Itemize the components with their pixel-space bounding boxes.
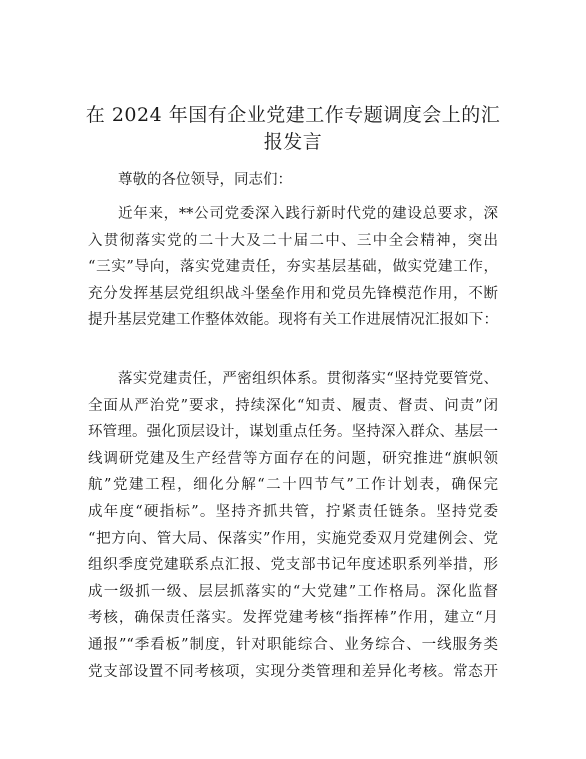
- paragraph-intro: [88, 201, 498, 334]
- paragraph-line: 全面从严治党”要求，持续深化“知责、履责、督责、问责”闭: [88, 397, 498, 414]
- paragraph-line: 党支部设置不同考核项，实现分类管理和差异化考核。常态开: [88, 663, 498, 680]
- paragraph-line: 通报”“季看板”制度，针对职能综合、业务综合、一线服务类: [88, 636, 498, 653]
- paragraph-line: 提升基层党建工作整体效能。现将有关工作进展情况汇报如下：: [88, 312, 498, 329]
- paragraph-responsibility: [88, 366, 498, 685]
- paragraph-line: 成年度“硬指标”。坚持齐抓共管，拧紧责任链条。坚持党委: [88, 503, 498, 520]
- paragraph-line: 考核，确保责任落实。发挥党建考核“指挥棒”作用，建立“月: [88, 610, 498, 627]
- paragraph-line: 组织季度党建联系点汇报、党支部书记年度述职系列举措，形: [88, 557, 498, 574]
- paragraph-line: 充分发挥基层党组织战斗堡垒作用和党员先锋模范作用，不断: [88, 285, 498, 302]
- paragraph-line: 线调研党建及生产经营等方面存在的问题，研究推进“旗帜领: [88, 450, 498, 467]
- paragraph-line: “三实”导向，落实党建责任，夯实基层基础，做实党建工作，: [88, 259, 498, 276]
- salutation: 尊敬的各位领导，同志们：: [118, 172, 292, 188]
- paragraph-line: 航”党建工程，细化分解“二十四节气”工作计划表，确保完: [88, 477, 498, 494]
- paragraph-line: “把方向、管大局、保落实”作用，实施党委双月党建例会、党: [88, 530, 498, 547]
- paragraph-line: 落实党建责任，严密组织体系。贯彻落实“坚持党要管党、: [118, 371, 498, 387]
- paragraph-line: 成一级抓一级、层层抓落实的“大党建”工作格局。深化监督: [88, 583, 498, 600]
- paragraph-line: 环管理。强化顶层设计，谋划重点任务。坚持深入群众、基层一: [88, 424, 498, 441]
- paragraph-line: 入贯彻落实党的二十大及二十届二中、三中全会精神，突出: [88, 232, 498, 249]
- document-title: 在 2024 年国有企业党建工作专题调度会上的汇报发言: [85, 104, 501, 153]
- paragraph-line: 近年来，**公司党委深入践行新时代党的建设总要求，深: [118, 206, 498, 222]
